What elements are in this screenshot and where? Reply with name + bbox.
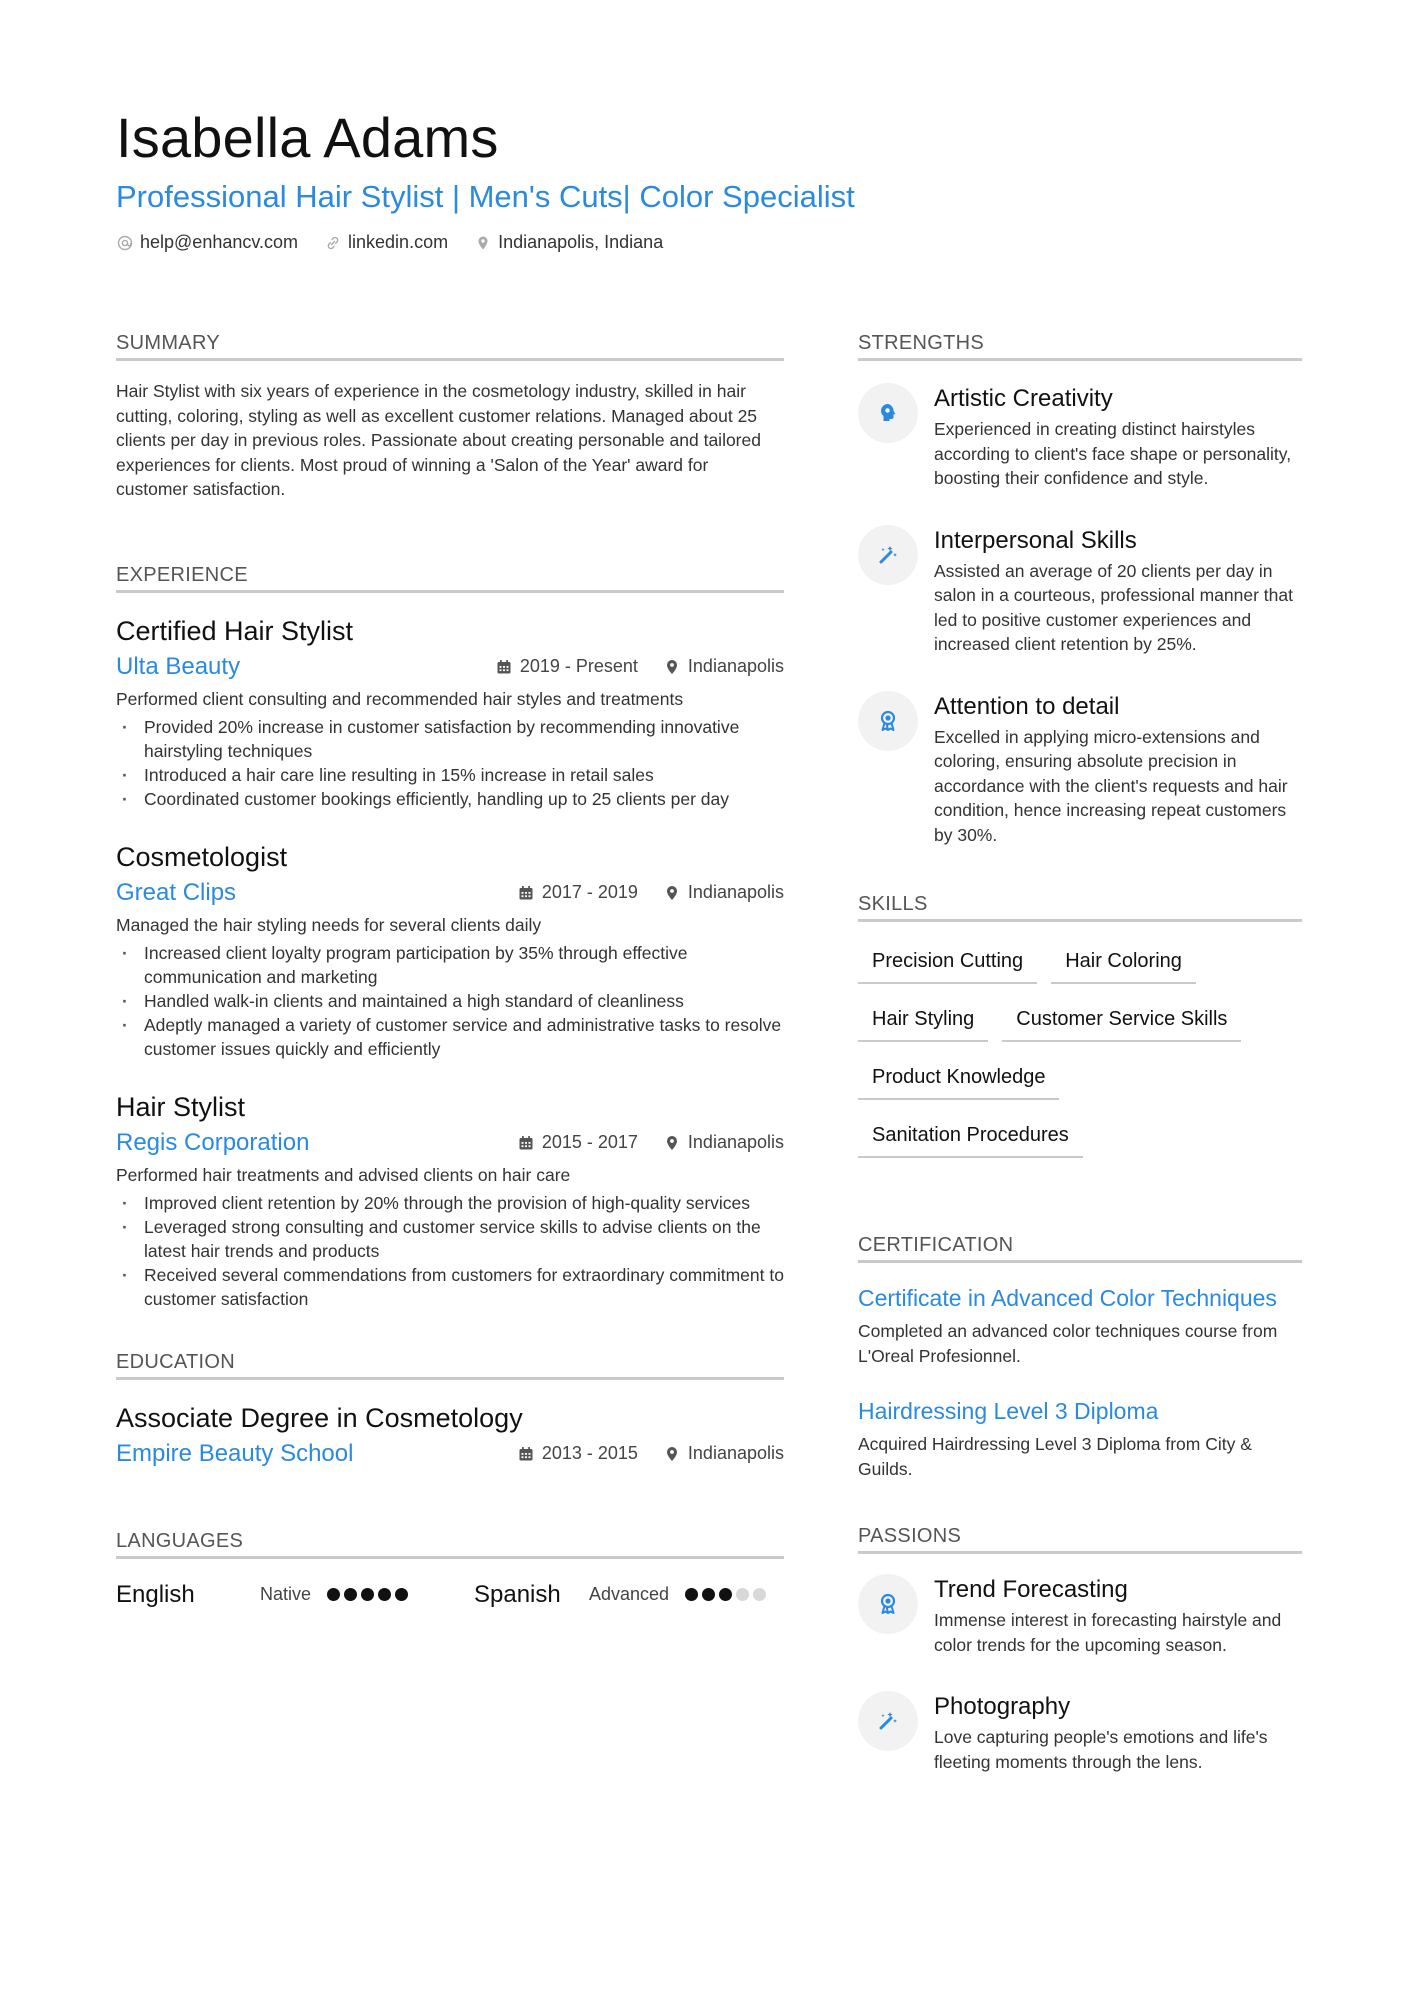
rating-dot-empty	[736, 1588, 749, 1601]
contact-location	[474, 232, 663, 253]
job-bullet: · Coordinated customer bookings efficiently, handling up to 25 clients per day	[116, 787, 784, 811]
job-role: Hair Stylist	[116, 1091, 246, 1122]
job-location-text: Indianapolis	[687, 1132, 784, 1152]
strengths-section	[858, 332, 1302, 847]
rating-dot-filled	[395, 1588, 408, 1601]
section-title-certification: CERTIFICATION	[858, 1234, 1302, 1263]
experience-section	[116, 564, 784, 1311]
skill-tag: Sanitation Procedures	[858, 1114, 1083, 1158]
contact-email-text: help@enhancv.com	[140, 232, 299, 252]
strength-body	[934, 383, 1302, 491]
job-bullet: · Adeptly managed a variety of customer service and administrative tasks to resolve customer issues quickly and efficiently	[116, 1013, 784, 1061]
contact-linkedin[interactable]	[324, 232, 448, 253]
job-role: Certified Hair Stylist	[116, 615, 354, 646]
calendar-icon	[518, 885, 534, 901]
job-dates-text: 2015 - 2017	[541, 1132, 638, 1152]
strength-body	[934, 691, 1302, 848]
languages-section	[116, 1530, 784, 1609]
job-dates-text: 2019 - Present	[519, 656, 638, 676]
job-role: Cosmetologist	[116, 841, 288, 872]
link-icon	[324, 234, 342, 252]
passion-title: Trend Forecasting	[934, 1576, 1128, 1603]
job-bullet: · Received several commendations from customers for extraordinary commitment to customer satisfaction	[116, 1263, 784, 1311]
contact-linkedin-text: linkedin.com	[348, 232, 449, 252]
education-info-row	[116, 1438, 784, 1470]
strength-item	[858, 383, 1302, 491]
location-pin-icon	[664, 659, 680, 675]
award-ribbon-icon	[858, 1574, 918, 1634]
job-dates	[496, 656, 638, 677]
rating-dot-filled	[361, 1588, 374, 1601]
candidate-title: Professional Hair Stylist | Men's Cuts| Color Specialist	[116, 179, 855, 214]
passion-item	[858, 1691, 1302, 1774]
language-rating	[327, 1588, 412, 1601]
skill-tag: Product Knowledge	[858, 1056, 1059, 1100]
job-bullet: · Introduced a hair care line resulting in 15% increase in retail sales	[116, 763, 784, 787]
certification-desc: Acquired Hairdressing Level 3 Diploma from City & Guilds.	[858, 1434, 1252, 1479]
job-bullet: · Improved client retention by 20% through the provision of high-quality services	[116, 1191, 784, 1215]
strength-title: Interpersonal Skills	[934, 526, 1137, 554]
job-info-row	[116, 1127, 784, 1159]
education-location	[664, 1443, 784, 1464]
rating-dot-filled	[702, 1588, 715, 1601]
job-dates-text: 2017 - 2019	[541, 882, 638, 902]
summary-text: Hair Stylist with six years of experience in the cosmetology industry, skilled in hair cutting, coloring, styling as well as excellent customer relations. Managed about 25 clients per day in previous roles. Passionate about creating personable and tailored experiences for clients. Most proud of winning a 'Salon of the Year' award for customer satisfaction.	[116, 381, 761, 499]
location-pin-icon	[664, 1446, 680, 1462]
passion-body	[934, 1691, 1302, 1774]
degree-name: Associate Degree in Cosmetology	[116, 1402, 523, 1433]
section-title-passions: PASSIONS	[858, 1525, 1302, 1554]
contact-email[interactable]	[116, 232, 298, 253]
passion-desc: Immense interest in forecasting hairstyle and color trends for the upcoming season.	[934, 1610, 1282, 1655]
section-title-education: EDUCATION	[116, 1351, 784, 1380]
job-info-row	[116, 651, 784, 683]
job-bullet: · Increased client loyalty program participation by 35% through effective communication and marketing	[116, 941, 784, 989]
job-dates	[518, 882, 638, 903]
magic-wand-icon	[858, 1691, 918, 1751]
passion-item	[858, 1574, 1302, 1657]
certification-title: Hairdressing Level 3 Diploma	[858, 1398, 1159, 1424]
contact-bar	[116, 232, 1316, 253]
passion-title: Photography	[934, 1693, 1071, 1720]
strength-desc: Experienced in creating distinct hairstyles according to client's face shape or personality, boosting their confidence and style.	[934, 419, 1292, 488]
job-meta	[492, 882, 784, 903]
experience-item	[116, 839, 784, 1061]
language-name: Spanish	[474, 1580, 561, 1608]
skills-section	[858, 893, 1302, 1172]
company-name: Regis Corporation	[116, 1128, 310, 1156]
job-meta	[492, 1132, 784, 1153]
strength-desc: Excelled in applying micro-extensions and coloring, ensuring absolute precision in accordance with the client's requests and hair condition, hence increasing repeat customers by 30%.	[934, 726, 1288, 845]
brain-head-icon	[858, 383, 918, 443]
certification-title: Certificate in Advanced Color Techniques	[858, 1285, 1277, 1311]
skill-tag: Hair Coloring	[1051, 940, 1196, 984]
education-section	[116, 1351, 784, 1470]
job-description: Performed hair treatments and advised clients on hair care	[116, 1164, 571, 1185]
job-location-text: Indianapolis	[687, 882, 784, 902]
job-info-row	[116, 877, 784, 909]
calendar-icon	[518, 1446, 534, 1462]
section-title-experience: EXPERIENCE	[116, 564, 784, 593]
rating-dot-filled	[719, 1588, 732, 1601]
strength-title: Attention to detail	[934, 692, 1120, 720]
skill-tag: Hair Styling	[858, 998, 988, 1042]
calendar-icon	[518, 1135, 534, 1151]
education-dates	[518, 1443, 638, 1464]
award-ribbon-icon	[858, 691, 918, 751]
section-title-skills: SKILLS	[858, 893, 1302, 922]
language-name: English	[116, 1580, 195, 1608]
experience-item	[116, 1089, 784, 1311]
job-bullet: · Leveraged strong consulting and customer service skills to advise clients on the latest hair trends and products	[116, 1215, 784, 1263]
passions-section	[858, 1525, 1302, 1774]
job-description: Managed the hair styling needs for several clients daily	[116, 914, 542, 935]
job-description: Performed client consulting and recommended hair styles and treatments	[116, 688, 684, 709]
company-name: Great Clips	[116, 878, 237, 906]
certification-item	[858, 1283, 1302, 1368]
job-bullet: · Provided 20% increase in customer satisfaction by recommending innovative hairstyling techniques	[116, 715, 784, 763]
strength-item	[858, 525, 1302, 657]
passion-desc: Love capturing people's emotions and life's fleeting moments through the lens.	[934, 1727, 1268, 1772]
skill-tag: Precision Cutting	[858, 940, 1037, 984]
strength-body	[934, 525, 1302, 657]
company-name: Ulta Beauty	[116, 652, 241, 680]
right-column	[858, 332, 1302, 1774]
job-meta	[470, 656, 784, 677]
resume-header	[116, 104, 1316, 253]
rating-dot-filled	[344, 1588, 357, 1601]
language-rating	[685, 1588, 770, 1601]
education-meta	[492, 1443, 784, 1464]
magic-wand-icon	[858, 525, 918, 585]
job-bullets	[116, 941, 784, 1061]
job-location	[664, 1132, 784, 1153]
at-icon	[116, 234, 134, 252]
job-location	[664, 656, 784, 677]
skills-list	[858, 940, 1302, 1172]
location-pin-icon	[664, 1135, 680, 1151]
experience-item	[116, 613, 784, 811]
language-level: Advanced	[589, 1584, 670, 1604]
strength-item	[858, 691, 1302, 848]
strength-desc: Assisted an average of 20 clients per day in salon in a courteous, professional manner that led to positive customer experiences and increased client retention by 25%.	[934, 560, 1293, 654]
summary-section	[116, 332, 784, 502]
job-bullet: · Handled walk-in clients and maintained a high standard of cleanliness	[116, 989, 784, 1013]
certification-item	[858, 1396, 1302, 1481]
job-location	[664, 882, 784, 903]
rating-dot-filled	[378, 1588, 391, 1601]
job-bullets	[116, 1191, 784, 1311]
skill-tag: Customer Service Skills	[1002, 998, 1241, 1042]
section-title-summary: SUMMARY	[116, 332, 784, 361]
passion-body	[934, 1574, 1302, 1657]
left-column	[116, 332, 784, 1609]
education-location-text: Indianapolis	[687, 1443, 784, 1463]
section-title-languages: LANGUAGES	[116, 1530, 784, 1559]
contact-location-text: Indianapolis, Indiana	[498, 232, 664, 252]
location-pin-icon	[664, 885, 680, 901]
section-title-strengths: STRENGTHS	[858, 332, 1302, 361]
rating-dot-filled	[327, 1588, 340, 1601]
job-dates	[518, 1132, 638, 1153]
certification-desc: Completed an advanced color techniques course from L'Oreal Profesionnel.	[858, 1321, 1278, 1366]
location-pin-icon	[474, 234, 492, 252]
school-name: Empire Beauty School	[116, 1439, 354, 1467]
language-level: Native	[260, 1584, 312, 1604]
education-dates-text: 2013 - 2015	[541, 1443, 638, 1463]
certification-section	[858, 1234, 1302, 1481]
job-bullets	[116, 715, 784, 811]
calendar-icon	[496, 659, 512, 675]
language-item	[474, 1581, 784, 1609]
languages-row	[116, 1581, 784, 1609]
language-item	[116, 1581, 474, 1609]
job-location-text: Indianapolis	[687, 656, 784, 676]
rating-dot-empty	[753, 1588, 766, 1601]
strength-title: Artistic Creativity	[934, 385, 1113, 412]
candidate-name: Isabella Adams	[116, 106, 499, 169]
rating-dot-filled	[685, 1588, 698, 1601]
